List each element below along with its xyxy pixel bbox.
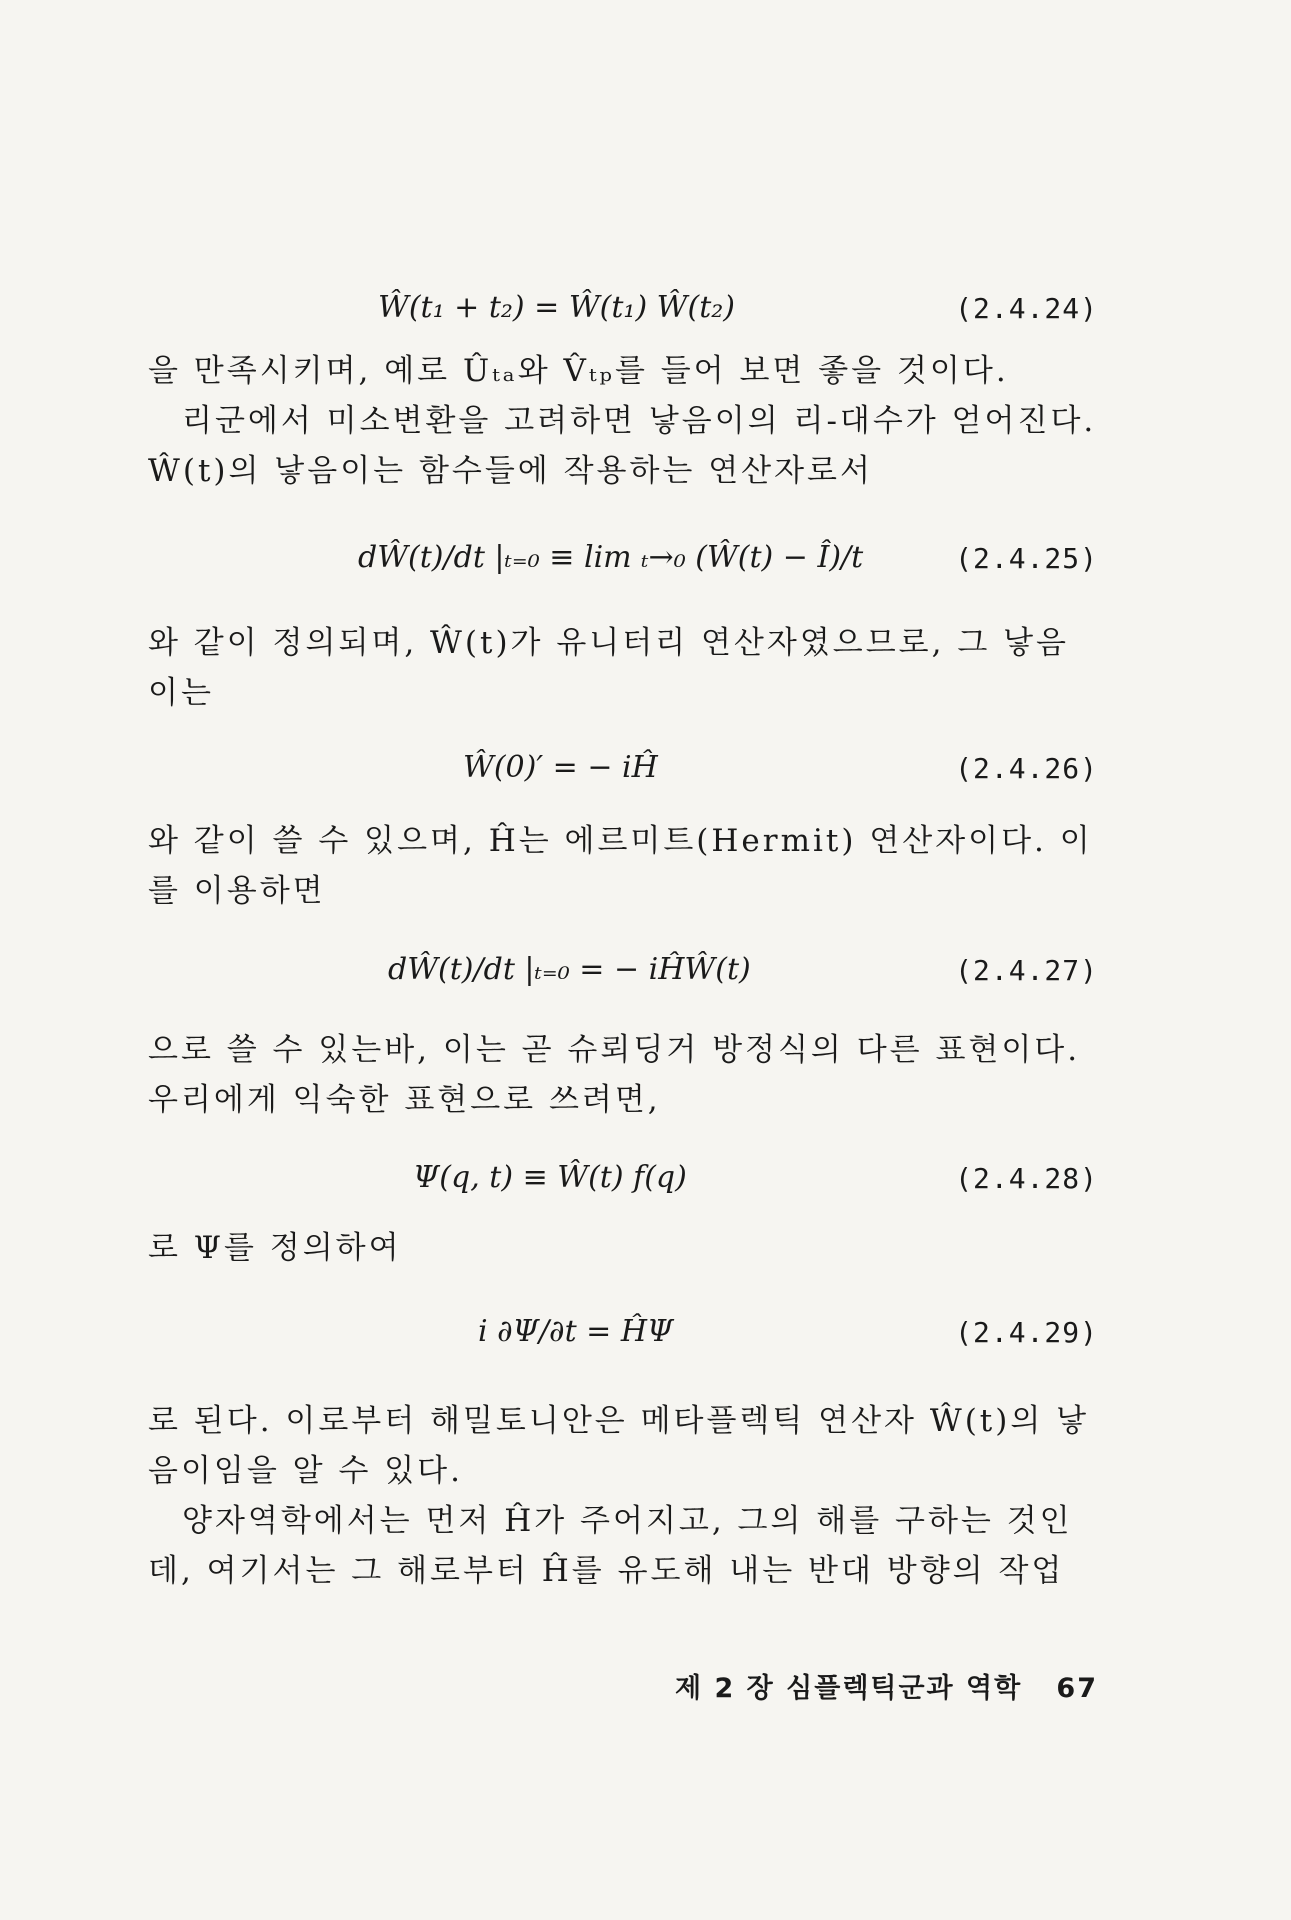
page-footer: [675, 1666, 1098, 1705]
equation-number: (2.4.25): [955, 542, 1098, 575]
equation-number: (2.4.27): [955, 954, 1098, 987]
equation-2-4-29: [148, 1306, 1098, 1366]
page-number: 67: [1056, 1673, 1098, 1704]
text-line: Ŵ(t)의 낳음이는 함수들에 작용하는 연산자로서: [148, 453, 873, 489]
text-line: 우리에게 익숙한 표현으로 쓰려면,: [148, 1082, 661, 1118]
equation-formula: Ŵ(0)′ = − iĤ: [463, 750, 658, 785]
text-line: 데, 여기서는 그 해로부터 Ĥ를 유도해 내는 반대 방향의 작업: [148, 1553, 1065, 1589]
paragraph-3: [148, 816, 1098, 916]
text-line: 리군에서 미소변환을 고려하면 낳음이의 리-대수가 얻어진다.: [148, 403, 1097, 439]
equation-number: (2.4.26): [955, 752, 1098, 785]
equation-formula: Ψ(q, t) ≡ Ŵ(t) f(q): [413, 1160, 687, 1195]
equation-2-4-27: [148, 944, 1098, 1004]
text-line: 이는: [148, 675, 214, 711]
equation-2-4-25: [148, 532, 1098, 592]
equation-2-4-28: [148, 1152, 1098, 1212]
text-line: 를 이용하면: [148, 873, 326, 909]
text-line: 로 된다. 이로부터 해밀토니안은 메타플렉틱 연산자 Ŵ(t)의 낳: [148, 1403, 1090, 1439]
text-line: 음이임을 알 수 있다.: [148, 1453, 463, 1489]
equation-formula: dŴ(t)/dt |ₜ₌₀ = − iĤŴ(t): [388, 952, 751, 987]
text-line: 로 Ψ를 정의하여: [148, 1230, 402, 1266]
paragraph-5: [148, 1223, 1098, 1273]
equation-2-4-24: [148, 282, 1098, 342]
equation-2-4-26: [148, 742, 1098, 802]
paragraph-2: [148, 618, 1098, 718]
equation-formula: i ∂Ψ/∂t = ĤΨ: [478, 1314, 674, 1349]
paragraph-6: [148, 1396, 1098, 1596]
running-head: 제 2 장 심플렉틱군과 역학: [675, 1673, 1023, 1704]
equation-number: (2.4.28): [955, 1162, 1098, 1195]
equation-formula: Ŵ(t₁ + t₂) = Ŵ(t₁) Ŵ(t₂): [378, 290, 736, 325]
equation-formula: dŴ(t)/dt |ₜ₌₀ ≡ lim ₜ→₀ (Ŵ(t) − Î)/t: [358, 540, 864, 575]
text-line: 양자역학에서는 먼저 Ĥ가 주어지고, 그의 해를 구하는 것인: [148, 1503, 1073, 1539]
text-line: 을 만족시키며, 예로 Ûₜₐ와 V̂ₜₚ를 들어 보면 좋을 것이다.: [148, 353, 1009, 389]
text-line: 와 같이 쓸 수 있으며, Ĥ는 에르미트(Hermit) 연산자이다. 이: [148, 823, 1093, 859]
paragraph-1: [148, 346, 1098, 496]
equation-number: (2.4.29): [955, 1316, 1098, 1349]
text-line: 으로 쓸 수 있는바, 이는 곧 슈뢰딩거 방정식의 다른 표현이다.: [148, 1032, 1081, 1068]
paragraph-4: [148, 1025, 1098, 1125]
equation-number: (2.4.24): [955, 292, 1098, 325]
text-line: 와 같이 정의되며, Ŵ(t)가 유니터리 연산자였으므로, 그 낳음: [148, 625, 1070, 661]
